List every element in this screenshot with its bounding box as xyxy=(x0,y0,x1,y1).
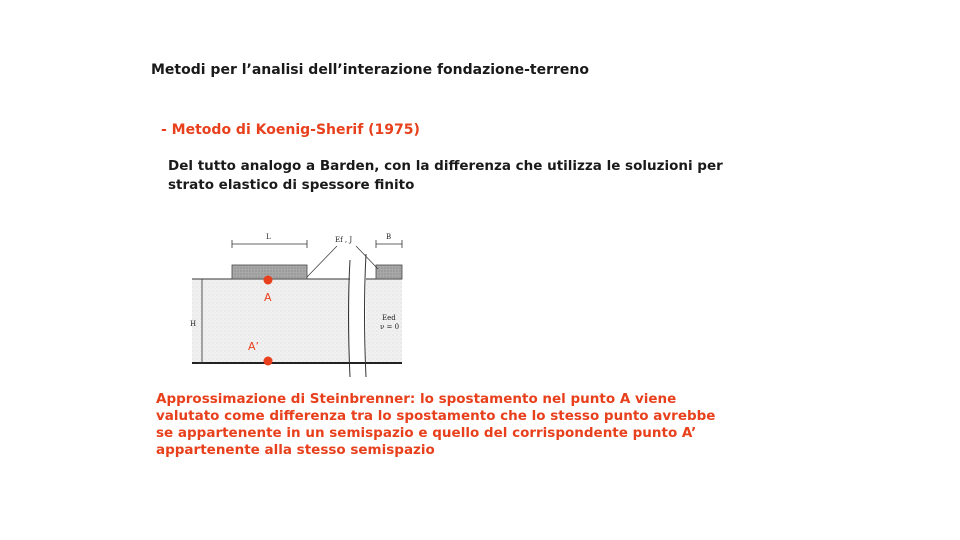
note-line: valutato come differenza tra lo spostamento che lo stesso punto avrebbe xyxy=(156,408,716,424)
foundation-soil-diagram xyxy=(180,222,420,382)
steinbrenner-note xyxy=(156,391,756,459)
method-description xyxy=(168,157,728,195)
foundation-right xyxy=(376,265,402,279)
note-line: Approssimazione di Steinbrenner: lo spostamento nel punto A viene xyxy=(156,391,677,407)
note-line: se appartenente in un semispazio e quello del corrispondente punto A’ xyxy=(156,425,697,441)
leader-line xyxy=(356,246,378,269)
section-cut-line xyxy=(365,254,367,377)
soil-modulus-label: Eed xyxy=(382,314,396,322)
point-A-label: A xyxy=(264,291,272,304)
leader-line xyxy=(307,246,337,277)
dimension-L-label: L xyxy=(266,233,271,241)
point-A-prime-label: A’ xyxy=(248,340,260,353)
point-A-marker xyxy=(264,276,273,285)
method-heading: - Metodo di Koenig-Sherif (1975) xyxy=(161,122,420,138)
note-line: appartenente alla stesso semispazio xyxy=(156,442,435,458)
description-line: Del tutto analogo a Barden, con la differenza che utilizza le soluzioni per xyxy=(168,158,723,174)
dimension-B-label: B xyxy=(386,233,392,241)
foundation-props-label: Ef , J xyxy=(335,236,353,244)
description-line: strato elastico di spessore finito xyxy=(168,177,415,193)
slide-title: Metodi per l’analisi dell’interazione fondazione-terreno xyxy=(151,62,590,78)
soil-poisson-label: ν = 0 xyxy=(380,323,400,331)
point-A-prime-marker xyxy=(264,357,273,366)
dimension-H-label: H xyxy=(190,320,197,328)
